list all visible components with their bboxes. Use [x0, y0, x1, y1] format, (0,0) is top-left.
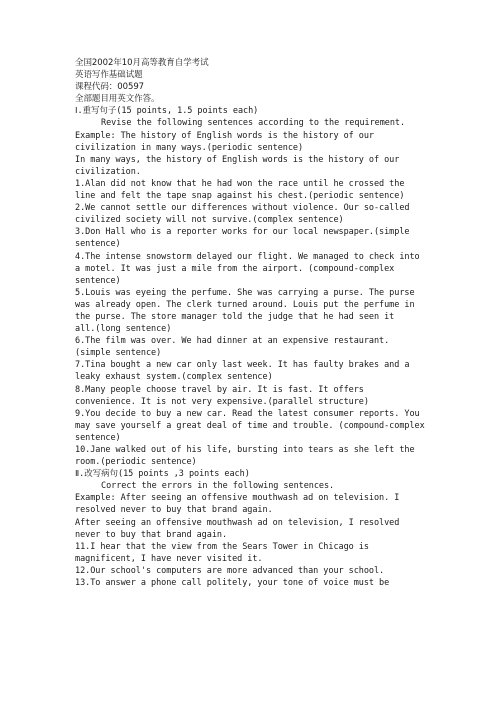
question-line: 11.I hear that the view from the Sears Tower in Chicago is: [75, 541, 369, 552]
question-line: 10.Jane walked out of his life, bursting into tears as she left the: [75, 445, 415, 455]
example-line: civilization.: [75, 166, 141, 177]
question-line: line and felt the tape snap against his chest.(periodic sentence): [75, 191, 405, 202]
example-line: resolved never to buy that brand again.: [75, 505, 273, 516]
example-line: never to buy that brand again.: [75, 529, 228, 540]
question-line: convenience. It is not very expensive.(parallel structure): [75, 396, 369, 407]
example-line: In many ways, the history of English words is the history of our: [75, 154, 400, 165]
question-line: (simple sentence): [75, 348, 162, 359]
example-line: After seeing an offensive mouthwash ad on television, I resolved: [75, 517, 400, 528]
question-line: magnificent, I have never visited it.: [75, 553, 263, 564]
example-line: civilization in many ways.(periodic sentence): [75, 142, 304, 153]
question-line: civilized society will not survive.(complex sentence): [75, 215, 344, 226]
question-line: 9.You decide to buy a new car. Read the latest consumer reports. You: [75, 408, 420, 419]
question-line: the purse. The store manager told the judge that he had seen it: [75, 311, 395, 322]
question-line: 13.To answer a phone call politely, your tone of voice must be: [75, 578, 390, 589]
course-code: 课程代码：00597: [75, 82, 145, 93]
question-line: leaky exhaust system.(complex sentence): [75, 372, 273, 383]
question-line: 7.Tina bought a new car only last week. It has faulty brakes and a: [75, 360, 410, 371]
question-line: room.(periodic sentence): [75, 457, 197, 468]
section-1-heading: Ⅰ.重写句子(15 points, 1.5 points each): [75, 106, 259, 117]
section-1-items: [75, 178, 425, 468]
section-2-heading: Ⅱ.改写病句(15 points ,3 points each): [75, 469, 250, 480]
section-1-directions: Revise the following sentences according to the requirement.: [101, 118, 406, 129]
question-line: 12.Our school's computers are more advanced than your school.: [75, 565, 385, 576]
question-line: may save yourself a great deal of time and trouble. (compound-complex: [75, 420, 425, 431]
exam-subject: 英语写作基础试题: [75, 70, 143, 81]
question-line: 3.Don Hall who is a reporter works for our local newspaper.(simple: [75, 227, 410, 238]
question-line: 6.The film was over. We had dinner at an expensive restaurant.: [75, 336, 390, 347]
question-line: 5.Louis was eyeing the perfume. She was carrying a purse. The purse: [75, 287, 415, 298]
section-1-example: [75, 130, 425, 178]
question-line: sentence): [75, 239, 121, 250]
question-line: sentence): [75, 275, 121, 286]
question-line: was already open. The clerk turned around. Louis put the perfume in: [75, 299, 415, 310]
example-line: Example: After seeing an offensive mouthwash ad on television. I: [75, 493, 400, 504]
section-2-items: [75, 541, 425, 589]
question-line: sentence): [75, 432, 121, 443]
question-line: a motel. It was just a mile from the airport. (compound-complex: [75, 263, 395, 274]
section-2-directions: Correct the errors in the following sentences.: [101, 481, 335, 492]
document-body: [75, 57, 425, 589]
question-line: 4.The intense snowstorm delayed our flight. We managed to check into: [75, 251, 420, 262]
exam-title: 全国2002年10月高等教育自学考试: [75, 58, 209, 68]
answer-instruction: 全部题目用英文作答。: [75, 94, 160, 105]
question-line: 1.Alan did not know that he had won the race until he crossed the: [75, 178, 405, 189]
question-line: all.(long sentence): [75, 324, 172, 335]
section-2-example: [75, 492, 425, 540]
question-line: 2.We cannot settle our differences without violence. Our so-called: [75, 203, 410, 214]
question-line: 8.Many people choose travel by air. It is fast. It offers: [75, 384, 364, 395]
example-line: Example: The history of English words is the history of our: [75, 130, 374, 141]
